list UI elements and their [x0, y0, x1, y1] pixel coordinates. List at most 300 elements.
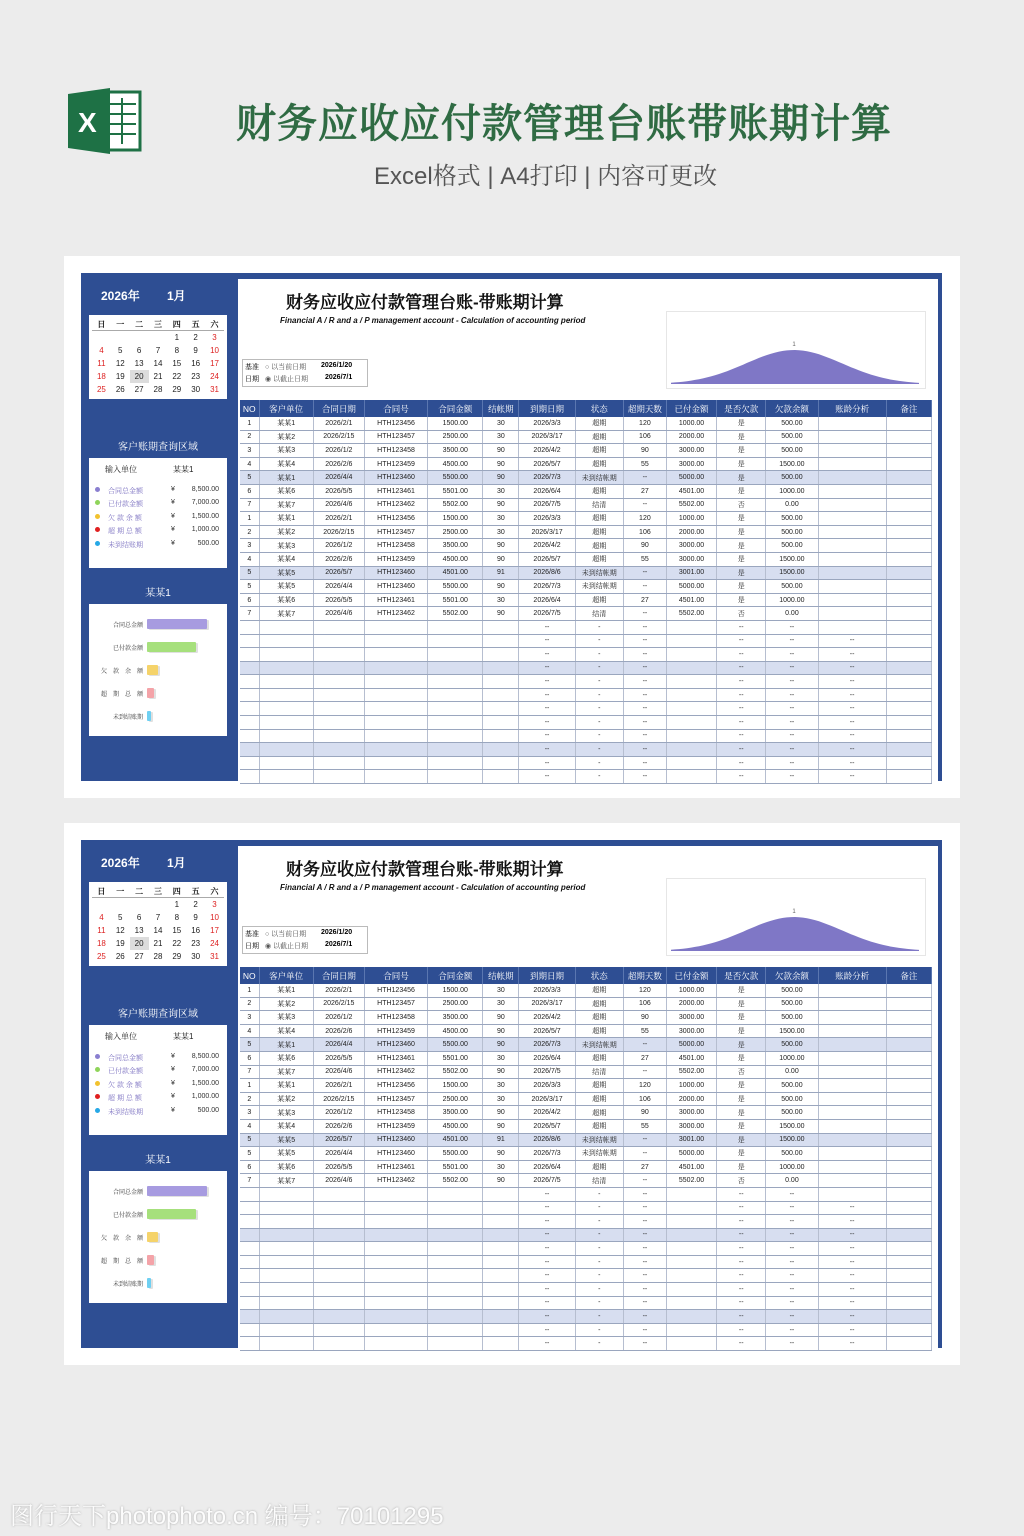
table-cell[interactable]: 5 — [240, 1147, 259, 1161]
table-cell[interactable]: -- — [623, 1187, 666, 1201]
table-cell[interactable]: - — [575, 1201, 623, 1215]
table-cell[interactable]: 2026/8/6 — [519, 566, 575, 580]
table-cell[interactable] — [259, 1323, 313, 1337]
calendar-day[interactable]: 22 — [172, 939, 182, 948]
table-cell[interactable]: 3000.00 — [666, 1024, 716, 1038]
table-cell[interactable]: 500.00 — [766, 471, 818, 485]
table-cell[interactable]: 某某5 — [259, 566, 313, 580]
table-cell[interactable]: 某某5 — [259, 1147, 313, 1161]
table-cell[interactable] — [428, 661, 483, 675]
table-cell[interactable]: 5000.00 — [666, 471, 716, 485]
table-cell[interactable] — [483, 1283, 519, 1297]
table-cell[interactable] — [886, 716, 931, 730]
table-cell[interactable] — [666, 1337, 716, 1351]
table-cell[interactable]: 是 — [717, 444, 766, 458]
table-cell[interactable]: 否 — [717, 498, 766, 512]
calendar-day[interactable]: 21 — [153, 939, 163, 948]
calendar-day[interactable]: 2 — [193, 333, 198, 342]
table-cell[interactable]: 某某2 — [259, 1092, 313, 1106]
table-cell[interactable] — [818, 444, 886, 458]
table-cell[interactable]: HTH123456 — [364, 1079, 427, 1093]
table-cell[interactable]: 某某3 — [259, 444, 313, 458]
table-cell[interactable]: -- — [623, 743, 666, 757]
table-row[interactable] — [240, 648, 932, 662]
table-cell[interactable]: 1 — [240, 512, 259, 526]
table-cell[interactable] — [886, 688, 931, 702]
table-cell[interactable]: -- — [818, 1255, 886, 1269]
calendar-day[interactable]: 11 — [97, 926, 106, 935]
table-cell[interactable]: 是 — [717, 512, 766, 526]
table-cell[interactable]: -- — [818, 716, 886, 730]
table-cell[interactable]: 30 — [483, 484, 519, 498]
table-cell[interactable] — [259, 770, 313, 784]
table-cell[interactable]: 1 — [240, 417, 259, 430]
table-cell[interactable] — [886, 1106, 931, 1120]
table-cell[interactable]: -- — [519, 1323, 575, 1337]
table-cell[interactable]: 是 — [717, 1092, 766, 1106]
table-cell[interactable]: 某某6 — [259, 593, 313, 607]
table-cell[interactable] — [240, 1310, 259, 1324]
table-cell[interactable]: 某某6 — [259, 1160, 313, 1174]
table-cell[interactable] — [428, 634, 483, 648]
table-cell[interactable]: -- — [623, 1038, 666, 1052]
calendar-day[interactable]: 1 — [174, 900, 180, 909]
table-cell[interactable]: 3000.00 — [666, 539, 716, 553]
table-cell[interactable] — [886, 1269, 931, 1283]
table-cell[interactable]: -- — [519, 1310, 575, 1324]
table-cell[interactable] — [313, 1228, 364, 1242]
table-cell[interactable] — [313, 743, 364, 757]
table-cell[interactable]: 3500.00 — [428, 444, 483, 458]
table-cell[interactable] — [886, 729, 931, 743]
column-header[interactable]: 结帐期 — [483, 967, 519, 984]
calendar-day[interactable]: 2 — [193, 900, 198, 909]
table-cell[interactable]: 2026/2/6 — [313, 552, 364, 566]
table-cell[interactable]: -- — [623, 756, 666, 770]
year-label[interactable]: 2026年 — [101, 856, 140, 870]
table-cell[interactable]: 2026/3/3 — [519, 512, 575, 526]
table-cell[interactable]: - — [575, 1283, 623, 1297]
table-cell[interactable]: 500.00 — [766, 417, 818, 430]
table-cell[interactable]: HTH123456 — [364, 984, 427, 997]
column-header[interactable]: 已付金额 — [666, 967, 716, 984]
table-cell[interactable]: 超期 — [575, 539, 623, 553]
table-cell[interactable]: 否 — [717, 1174, 766, 1188]
table-cell[interactable]: 5501.00 — [428, 1160, 483, 1174]
table-cell[interactable]: 某某2 — [259, 997, 313, 1011]
table-cell[interactable]: 4501.00 — [666, 593, 716, 607]
column-header[interactable]: 已付金额 — [666, 400, 716, 417]
table-cell[interactable] — [886, 512, 931, 526]
table-cell[interactable]: - — [575, 675, 623, 689]
table-cell[interactable]: -- — [717, 688, 766, 702]
table-cell[interactable]: -- — [818, 648, 886, 662]
table-cell[interactable]: -- — [623, 770, 666, 784]
calendar-day[interactable]: 9 — [193, 913, 198, 922]
table-cell[interactable]: 2000.00 — [666, 997, 716, 1011]
table-cell[interactable]: 5502.00 — [428, 1174, 483, 1188]
table-cell[interactable] — [666, 729, 716, 743]
table-cell[interactable]: 2026/4/4 — [313, 1147, 364, 1161]
table-cell[interactable]: -- — [766, 620, 818, 634]
table-cell[interactable]: HTH123458 — [364, 539, 427, 553]
table-cell[interactable]: HTH123459 — [364, 552, 427, 566]
table-cell[interactable] — [259, 743, 313, 757]
table-cell[interactable]: -- — [717, 1283, 766, 1297]
table-cell[interactable]: 90 — [483, 539, 519, 553]
table-cell[interactable]: 是 — [717, 552, 766, 566]
column-header[interactable]: 合同金额 — [428, 967, 483, 984]
table-cell[interactable]: 1500.00 — [766, 1024, 818, 1038]
table-cell[interactable] — [886, 593, 931, 607]
table-cell[interactable]: 500.00 — [766, 984, 818, 997]
table-cell[interactable] — [428, 1296, 483, 1310]
table-cell[interactable]: 4501.00 — [428, 1133, 483, 1147]
table-cell[interactable]: 超期 — [575, 997, 623, 1011]
table-cell[interactable]: 30 — [483, 430, 519, 444]
table-cell[interactable]: 3500.00 — [428, 1011, 483, 1025]
table-cell[interactable]: 某某1 — [259, 984, 313, 997]
table-cell[interactable]: 2026/2/1 — [313, 417, 364, 430]
table-cell[interactable]: -- — [717, 648, 766, 662]
column-header[interactable]: 合同金额 — [428, 400, 483, 417]
table-cell[interactable]: 否 — [717, 1065, 766, 1079]
table-row[interactable] — [240, 1079, 932, 1093]
table-cell[interactable] — [240, 729, 259, 743]
table-cell[interactable] — [364, 1323, 427, 1337]
table-cell[interactable]: 未到结帐期 — [575, 580, 623, 594]
table-cell[interactable]: -- — [623, 1174, 666, 1188]
table-cell[interactable]: 5 — [240, 1133, 259, 1147]
calendar-day[interactable]: 24 — [210, 939, 219, 948]
table-cell[interactable]: 2026/1/2 — [313, 539, 364, 553]
table-cell[interactable] — [666, 743, 716, 757]
table-cell[interactable] — [886, 675, 931, 689]
calendar-day[interactable]: 29 — [172, 385, 182, 394]
table-cell[interactable]: -- — [519, 1255, 575, 1269]
table-cell[interactable] — [313, 1310, 364, 1324]
table-cell[interactable]: -- — [717, 1228, 766, 1242]
table-cell[interactable]: 是 — [717, 997, 766, 1011]
table-cell[interactable]: 90 — [483, 1011, 519, 1025]
table-cell[interactable]: 1500.00 — [428, 984, 483, 997]
table-cell[interactable]: 3 — [240, 1011, 259, 1025]
year-label[interactable]: 2026年 — [101, 289, 140, 303]
table-cell[interactable]: - — [575, 634, 623, 648]
table-cell[interactable]: 3000.00 — [666, 1119, 716, 1133]
table-cell[interactable]: 未到结帐期 — [575, 566, 623, 580]
table-cell[interactable] — [818, 1174, 886, 1188]
table-cell[interactable]: -- — [766, 661, 818, 675]
table-cell[interactable]: 结清 — [575, 607, 623, 621]
table-row[interactable] — [240, 417, 932, 430]
table-cell[interactable]: 5 — [240, 566, 259, 580]
table-cell[interactable]: 2 — [240, 1092, 259, 1106]
table-cell[interactable] — [886, 634, 931, 648]
table-cell[interactable] — [483, 688, 519, 702]
table-cell[interactable]: 1000.00 — [666, 417, 716, 430]
table-cell[interactable]: 5000.00 — [666, 1038, 716, 1052]
table-cell[interactable]: 5501.00 — [428, 593, 483, 607]
table-cell[interactable]: -- — [519, 1242, 575, 1256]
table-cell[interactable]: 超期 — [575, 417, 623, 430]
table-cell[interactable] — [818, 1092, 886, 1106]
table-cell[interactable] — [259, 1283, 313, 1297]
table-cell[interactable] — [886, 1283, 931, 1297]
column-header[interactable]: 结帐期 — [483, 400, 519, 417]
table-cell[interactable]: 30 — [483, 984, 519, 997]
table-row[interactable] — [240, 997, 932, 1011]
table-cell[interactable]: 超期 — [575, 1119, 623, 1133]
table-cell[interactable]: -- — [766, 729, 818, 743]
table-cell[interactable]: -- — [717, 729, 766, 743]
calendar-day[interactable]: 25 — [96, 952, 106, 961]
column-header[interactable]: NO — [240, 967, 259, 984]
table-cell[interactable]: 5 — [240, 1038, 259, 1052]
table-cell[interactable]: 是 — [717, 1024, 766, 1038]
table-cell[interactable]: 30 — [483, 1092, 519, 1106]
table-cell[interactable]: 1500.00 — [766, 552, 818, 566]
table-cell[interactable]: 1000.00 — [766, 484, 818, 498]
table-cell[interactable] — [818, 1051, 886, 1065]
table-cell[interactable]: -- — [623, 1065, 666, 1079]
table-cell[interactable]: 超期 — [575, 444, 623, 458]
table-row[interactable] — [240, 1160, 932, 1174]
table-cell[interactable] — [886, 756, 931, 770]
calendar-day[interactable]: 6 — [136, 913, 142, 922]
table-cell[interactable] — [364, 770, 427, 784]
table-cell[interactable]: -- — [766, 1242, 818, 1256]
table-cell[interactable]: 2026/5/5 — [313, 1160, 364, 1174]
table-cell[interactable]: 超期 — [575, 593, 623, 607]
table-cell[interactable] — [483, 648, 519, 662]
table-cell[interactable]: -- — [519, 620, 575, 634]
table-cell[interactable]: HTH123456 — [364, 417, 427, 430]
table-cell[interactable] — [886, 566, 931, 580]
table-cell[interactable]: 2026/4/6 — [313, 1174, 364, 1188]
table-cell[interactable]: 55 — [623, 1119, 666, 1133]
table-cell[interactable] — [428, 756, 483, 770]
table-cell[interactable]: 超期 — [575, 1011, 623, 1025]
table-cell[interactable]: -- — [717, 634, 766, 648]
table-cell[interactable]: - — [575, 1296, 623, 1310]
current-date-value[interactable]: 2026/1/20 — [321, 929, 353, 936]
column-header[interactable]: 备注 — [886, 967, 931, 984]
table-cell[interactable] — [240, 1201, 259, 1215]
table-cell[interactable]: -- — [818, 756, 886, 770]
table-cell[interactable]: -- — [519, 729, 575, 743]
table-cell[interactable] — [364, 1269, 427, 1283]
table-cell[interactable]: 90 — [483, 444, 519, 458]
table-cell[interactable]: 超期 — [575, 1079, 623, 1093]
table-row[interactable] — [240, 688, 932, 702]
table-cell[interactable]: 某某2 — [259, 525, 313, 539]
table-cell[interactable]: HTH123461 — [364, 1051, 427, 1065]
calendar-day[interactable]: 14 — [153, 359, 163, 368]
table-cell[interactable]: -- — [717, 1337, 766, 1351]
table-cell[interactable]: 是 — [717, 593, 766, 607]
table-cell[interactable]: 某某2 — [259, 430, 313, 444]
table-cell[interactable] — [364, 1215, 427, 1229]
table-cell[interactable] — [886, 1038, 931, 1052]
table-cell[interactable]: 超期 — [575, 1160, 623, 1174]
table-cell[interactable] — [886, 525, 931, 539]
table-cell[interactable]: 2026/7/3 — [519, 580, 575, 594]
table-cell[interactable] — [240, 743, 259, 757]
table-cell[interactable]: 90 — [483, 1174, 519, 1188]
table-cell[interactable]: 1500.00 — [428, 512, 483, 526]
table-cell[interactable] — [313, 1201, 364, 1215]
table-cell[interactable]: -- — [623, 1269, 666, 1283]
table-row[interactable] — [240, 566, 932, 580]
table-cell[interactable]: 1500.00 — [428, 1079, 483, 1093]
table-cell[interactable]: - — [575, 688, 623, 702]
table-cell[interactable]: -- — [519, 648, 575, 662]
table-cell[interactable]: -- — [519, 743, 575, 757]
table-cell[interactable]: -- — [623, 1215, 666, 1229]
table-cell[interactable]: 2026/5/5 — [313, 1051, 364, 1065]
table-cell[interactable]: 未到结帐期 — [575, 1147, 623, 1161]
table-cell[interactable] — [483, 756, 519, 770]
table-cell[interactable] — [886, 1228, 931, 1242]
table-cell[interactable]: -- — [766, 1255, 818, 1269]
table-cell[interactable] — [483, 661, 519, 675]
table-cell[interactable] — [818, 1065, 886, 1079]
table-cell[interactable]: 5502.00 — [666, 1065, 716, 1079]
table-cell[interactable]: 500.00 — [766, 1038, 818, 1052]
table-cell[interactable]: 30 — [483, 593, 519, 607]
calendar-day[interactable]: 25 — [96, 385, 106, 394]
table-row[interactable] — [240, 580, 932, 594]
table-cell[interactable]: -- — [766, 1337, 818, 1351]
table-cell[interactable]: 4501.00 — [666, 1160, 716, 1174]
table-cell[interactable]: -- — [519, 770, 575, 784]
radio-end-date[interactable]: ◉ 以截止日期 — [265, 376, 309, 383]
table-cell[interactable]: 是 — [717, 1160, 766, 1174]
table-cell[interactable]: - — [575, 1337, 623, 1351]
table-cell[interactable]: -- — [717, 756, 766, 770]
column-header[interactable]: 欠款余额 — [766, 400, 818, 417]
table-cell[interactable] — [483, 743, 519, 757]
table-cell[interactable] — [886, 1337, 931, 1351]
calendar-day[interactable]: 17 — [210, 359, 219, 368]
calendar-day[interactable]: 6 — [136, 346, 142, 355]
table-cell[interactable]: -- — [623, 702, 666, 716]
table-cell[interactable]: 2026/4/4 — [313, 580, 364, 594]
table-cell[interactable]: -- — [766, 688, 818, 702]
table-cell[interactable]: 是 — [717, 1106, 766, 1120]
table-cell[interactable] — [313, 675, 364, 689]
table-cell[interactable]: -- — [717, 1201, 766, 1215]
table-cell[interactable]: 55 — [623, 457, 666, 471]
table-cell[interactable] — [886, 1160, 931, 1174]
table-cell[interactable]: -- — [623, 716, 666, 730]
current-date-value[interactable]: 2026/1/20 — [321, 362, 353, 369]
calendar-day[interactable]: 31 — [210, 952, 219, 961]
end-date-value[interactable]: 2026/7/1 — [325, 374, 353, 381]
table-cell[interactable] — [483, 1215, 519, 1229]
table-cell[interactable]: 2026/7/3 — [519, 471, 575, 485]
table-row[interactable] — [240, 512, 932, 526]
table-cell[interactable] — [666, 1283, 716, 1297]
calendar-day[interactable]: 26 — [115, 385, 125, 394]
table-cell[interactable] — [818, 1079, 886, 1093]
table-cell[interactable] — [666, 716, 716, 730]
table-cell[interactable] — [313, 1255, 364, 1269]
table-cell[interactable]: HTH123462 — [364, 1065, 427, 1079]
table-cell[interactable] — [428, 675, 483, 689]
table-cell[interactable] — [428, 1228, 483, 1242]
table-cell[interactable] — [886, 1174, 931, 1188]
table-cell[interactable]: 某某1 — [259, 417, 313, 430]
table-cell[interactable]: 0.00 — [766, 1174, 818, 1188]
table-cell[interactable] — [886, 607, 931, 621]
table-cell[interactable]: -- — [623, 661, 666, 675]
table-cell[interactable] — [364, 1296, 427, 1310]
table-cell[interactable]: 30 — [483, 997, 519, 1011]
table-cell[interactable] — [259, 620, 313, 634]
table-cell[interactable] — [886, 648, 931, 662]
table-cell[interactable]: 是 — [717, 1011, 766, 1025]
table-cell[interactable]: 500.00 — [766, 1106, 818, 1120]
table-cell[interactable]: 某某1 — [259, 512, 313, 526]
table-cell[interactable]: 2500.00 — [428, 997, 483, 1011]
table-cell[interactable]: -- — [818, 661, 886, 675]
table-row[interactable] — [240, 1201, 932, 1215]
table-cell[interactable]: - — [575, 620, 623, 634]
input-unit-field[interactable]: 某某1 — [173, 1032, 194, 1041]
table-cell[interactable]: 2026/5/7 — [313, 1133, 364, 1147]
table-row[interactable] — [240, 430, 932, 444]
table-cell[interactable] — [259, 1228, 313, 1242]
table-cell[interactable]: -- — [623, 675, 666, 689]
table-cell[interactable]: 是 — [717, 1079, 766, 1093]
calendar-day[interactable]: 30 — [191, 385, 201, 394]
table-cell[interactable] — [313, 688, 364, 702]
table-cell[interactable]: 2026/6/4 — [519, 1051, 575, 1065]
table-cell[interactable]: 2026/2/15 — [313, 997, 364, 1011]
table-cell[interactable] — [313, 661, 364, 675]
table-cell[interactable]: 结清 — [575, 1065, 623, 1079]
table-cell[interactable]: 某某7 — [259, 498, 313, 512]
table-cell[interactable]: -- — [766, 1323, 818, 1337]
calendar-day[interactable]: 8 — [174, 913, 180, 922]
calendar-day[interactable]: 1 — [174, 333, 180, 342]
table-cell[interactable] — [666, 702, 716, 716]
table-cell[interactable] — [240, 620, 259, 634]
calendar-day[interactable]: 5 — [118, 346, 123, 355]
column-header[interactable]: 合同日期 — [313, 967, 364, 984]
table-row[interactable] — [240, 756, 932, 770]
table-cell[interactable]: -- — [818, 729, 886, 743]
table-cell[interactable]: 3000.00 — [666, 1106, 716, 1120]
table-cell[interactable]: 4 — [240, 457, 259, 471]
calendar-day[interactable]: 27 — [134, 952, 144, 961]
table-cell[interactable]: HTH123461 — [364, 484, 427, 498]
table-cell[interactable] — [428, 1269, 483, 1283]
table-cell[interactable]: 超期 — [575, 430, 623, 444]
month-label[interactable]: 1月 — [167, 289, 186, 303]
calendar-day[interactable]: 7 — [155, 346, 161, 355]
table-cell[interactable] — [313, 1242, 364, 1256]
calendar-day[interactable]: 31 — [210, 385, 219, 394]
month-label[interactable]: 1月 — [167, 856, 186, 870]
table-cell[interactable] — [364, 743, 427, 757]
table-cell[interactable]: -- — [623, 1310, 666, 1324]
table-cell[interactable]: 未到结帐期 — [575, 1038, 623, 1052]
table-cell[interactable]: 500.00 — [766, 444, 818, 458]
table-cell[interactable]: 2026/7/5 — [519, 1174, 575, 1188]
